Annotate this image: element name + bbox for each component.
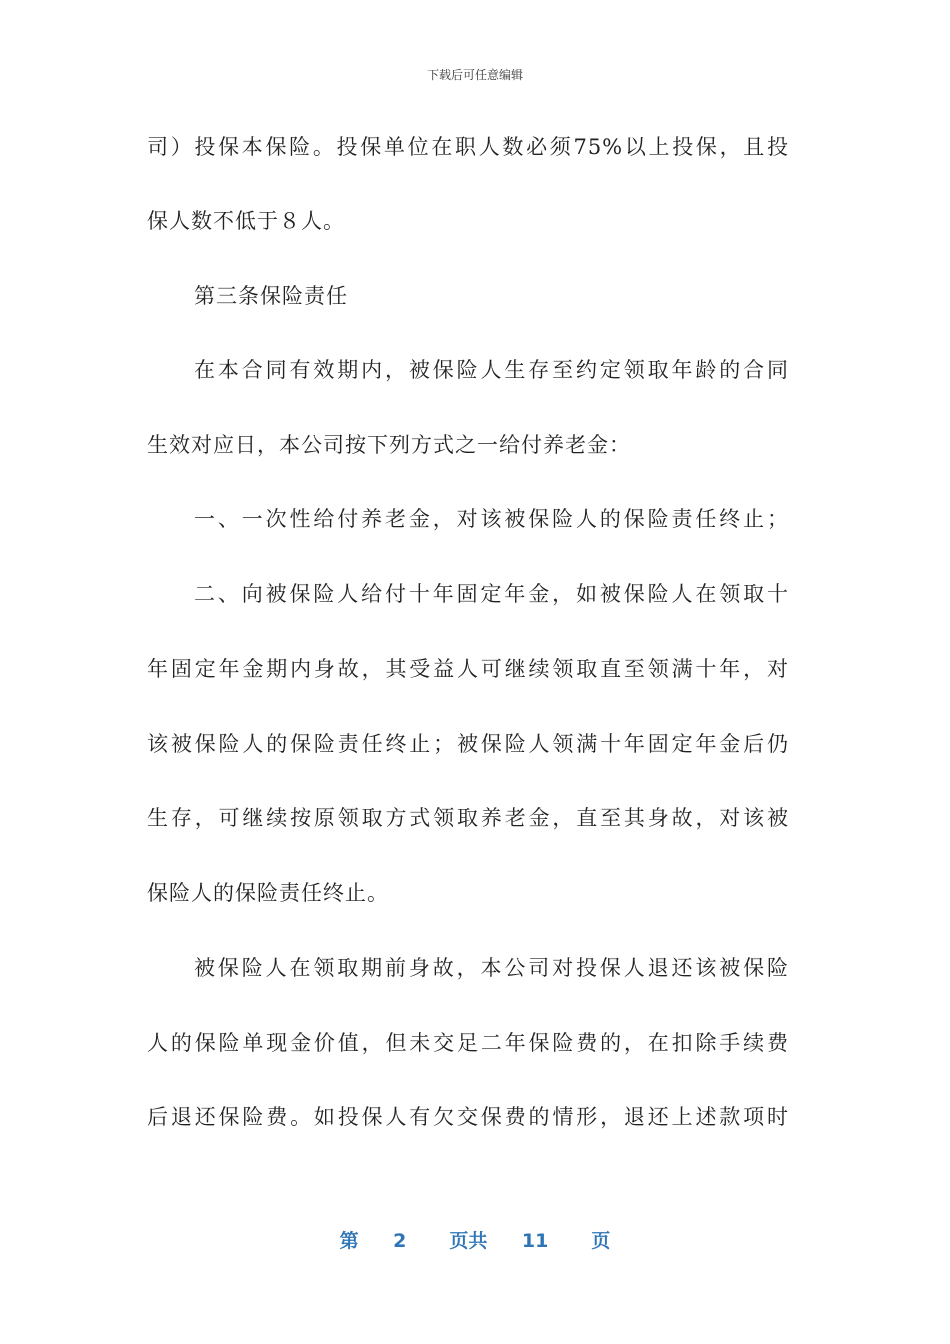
paragraph-line: 一、一次性给付养老金，对该被保险人的保险责任终止；	[194, 507, 789, 531]
paragraph-line: 人的保险单现金价值，但未交足二年保险费的，在扣除手续费	[147, 1031, 789, 1055]
paragraph-line: 后退还保险费。如投保人有欠交保费的情形，退还上述款项时	[147, 1105, 789, 1129]
footer-suffix: 页	[591, 1230, 611, 1252]
paragraph-line: 司）投保本保险。投保单位在职人数必须75%以上投保，且投	[147, 135, 789, 159]
footer-current-page: 2	[393, 1230, 407, 1252]
footer-middle: 页共	[449, 1230, 488, 1252]
paragraph-line: 在本合同有效期内，被保险人生存至约定领取年龄的合同	[194, 358, 789, 382]
paragraph-line: 二、向被保险人给付十年固定年金，如被保险人在领取十	[194, 582, 789, 606]
footer-total-pages: 11	[521, 1230, 549, 1252]
paragraph-line: 生效对应日，本公司按下列方式之一给付养老金：	[147, 433, 631, 457]
page-number-footer	[0, 1226, 950, 1253]
paragraph-line: 保险人的保险责任终止。	[147, 881, 389, 905]
paragraph-line: 被保险人在领取期前身故，本公司对投保人退还该被保险	[194, 956, 789, 980]
footer-prefix: 第	[339, 1230, 359, 1252]
paragraph-line: 生存，可继续按原领取方式领取养老金，直至其身故，对该被	[147, 806, 789, 830]
paragraph-line: 年固定年金期内身故，其受益人可继续领取直至领满十年，对	[147, 657, 789, 681]
paragraph-line: 该被保险人的保险责任终止；被保险人领满十年固定年金后仍	[147, 732, 789, 756]
paragraph-line: 保人数不低于８人。	[147, 209, 345, 233]
header-note: 下载后可任意编辑	[426, 68, 523, 82]
section-heading: 第三条保险责任	[194, 284, 348, 308]
